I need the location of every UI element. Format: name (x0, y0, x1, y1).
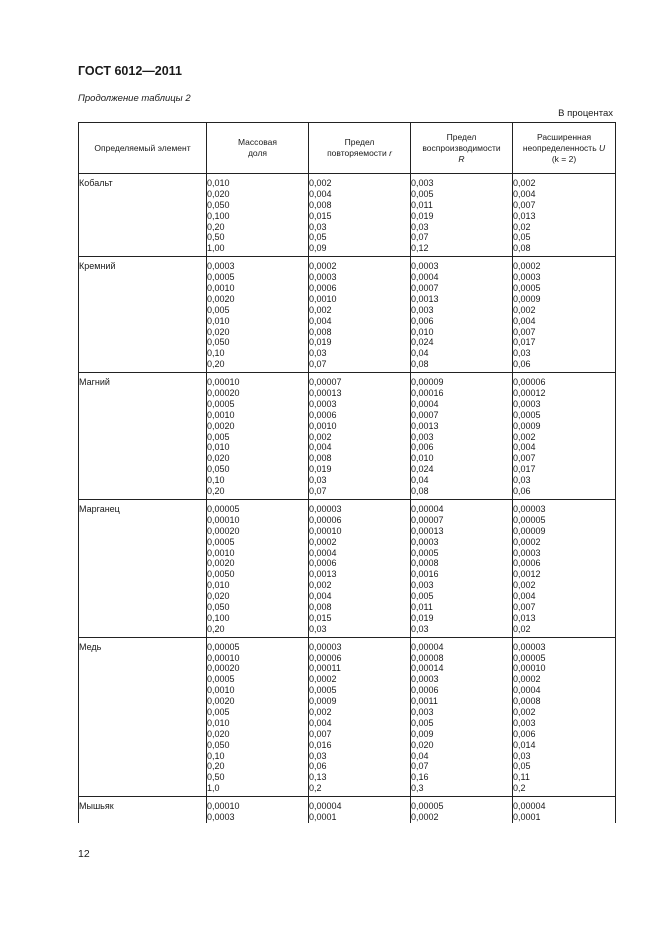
value-cell: 0,00013 (411, 525, 444, 536)
value-cell: 0,011 (411, 199, 433, 210)
value-cell: 0,019 (411, 612, 434, 623)
header-mass-line2: доля (247, 148, 268, 158)
value-cell: 0,0005 (207, 674, 235, 685)
value-cell: 0,002 (513, 178, 536, 188)
value-cell: 0,0001 (513, 811, 541, 822)
value-cell: 0,00004 (411, 503, 444, 514)
value-cell: 0,005 (411, 717, 434, 728)
header-rep-line2: повторяемости (327, 148, 387, 158)
value-cell: 0,003 (411, 304, 434, 315)
header-unc-line1: Расширенная (536, 131, 592, 142)
value-cell: 0,003 (411, 178, 434, 188)
value-cell: 0,0010 (207, 547, 235, 558)
value-cell: 0,006 (411, 442, 434, 453)
value-cell: 0,03 (411, 623, 429, 634)
value-cell: 0,002 (309, 706, 332, 717)
value-cell: 0,0003 (207, 811, 235, 822)
value-cell: 0,010 (207, 178, 230, 188)
element-name: Кобальт (79, 174, 207, 257)
uncertainty-values (513, 174, 616, 257)
value-cell: 0,0011 (411, 696, 438, 707)
table-row (79, 637, 616, 796)
element-name: Кремний (79, 257, 207, 373)
value-cell: 0,0009 (513, 420, 541, 431)
value-cell: 0,02 (513, 221, 531, 232)
value-cell: 0,00005 (207, 641, 240, 652)
value-cell: 0,02 (513, 623, 531, 634)
value-cell: 0,03 (513, 750, 531, 761)
value-cell: 0,002 (513, 580, 536, 591)
value-cell: 0,0003 (411, 536, 439, 547)
value-cell: 0,0002 (309, 674, 337, 685)
value-cell: 0,05 (513, 232, 531, 243)
value-cell: 0,10 (207, 348, 225, 359)
page-number: 12 (78, 848, 90, 860)
value-cell: 0,002 (309, 431, 332, 442)
value-cell: 0,00013 (309, 388, 342, 399)
value-cell: 0,03 (309, 348, 327, 359)
value-cell: 0,007 (513, 199, 536, 210)
value-cell: 0,00005 (513, 514, 546, 525)
header-repro-line1: Предел (446, 131, 477, 142)
value-cell: 0,004 (513, 188, 536, 199)
value-cell: 0,005 (207, 304, 230, 315)
value-cell: 0,00005 (411, 801, 444, 812)
value-cell: 0,015 (309, 210, 332, 221)
value-cell: 0,003 (411, 431, 434, 442)
value-cell: 0,12 (411, 243, 429, 254)
value-cell: 0,00009 (411, 377, 444, 388)
value-cell: 0,0010 (207, 409, 235, 420)
repeatability-values (309, 373, 411, 500)
value-cell: 0,007 (513, 601, 536, 612)
value-cell: 0,00004 (309, 801, 342, 812)
value-cell: 0,003 (411, 706, 434, 717)
value-cell: 0,0050 (207, 569, 235, 580)
value-cell: 0,00003 (513, 503, 546, 514)
document-title: ГОСТ 6012—2011 (78, 64, 182, 78)
value-cell: 0,00009 (513, 525, 546, 536)
value-cell: 0,004 (513, 442, 536, 453)
value-cell: 0,09 (309, 243, 327, 254)
value-cell: 0,007 (309, 728, 332, 739)
table-row (79, 257, 616, 373)
value-cell: 0,0002 (309, 261, 337, 272)
table-body (79, 174, 616, 823)
value-cell: 0,004 (513, 315, 536, 326)
value-cell: 0,004 (309, 591, 332, 602)
value-cell: 0,0003 (309, 398, 337, 409)
header-mass-line1: Массовая (238, 137, 277, 147)
value-cell: 0,0006 (309, 558, 337, 569)
value-cell: 0,03 (309, 475, 327, 486)
reproducibility-values (411, 373, 513, 500)
value-cell: 0,04 (411, 475, 429, 486)
value-cell: 0,020 (207, 591, 230, 602)
uncertainty-values (513, 499, 616, 637)
value-cell: 0,00004 (411, 641, 444, 652)
value-cell: 0,0003 (309, 272, 337, 283)
value-cell: 0,010 (411, 453, 434, 464)
value-cell: 0,0013 (411, 293, 439, 304)
header-reproducibility (411, 123, 513, 174)
reproducibility-values (411, 257, 513, 373)
value-cell: 0,100 (207, 612, 230, 623)
value-cell: 0,00006 (309, 514, 342, 525)
value-cell: 0,0005 (207, 272, 235, 283)
value-cell: 0,0005 (207, 536, 235, 547)
value-cell: 0,0009 (513, 293, 541, 304)
value-cell: 0,08 (513, 243, 531, 254)
value-cell: 0,0009 (309, 696, 337, 707)
value-cell: 0,008 (309, 199, 332, 210)
value-cell: 0,100 (207, 210, 230, 221)
value-cell: 0,00010 (309, 525, 342, 536)
value-cell: 0,0004 (411, 272, 439, 283)
value-cell: 0,006 (411, 315, 434, 326)
value-cell: 0,020 (207, 188, 230, 199)
value-cell: 0,0013 (309, 569, 337, 580)
value-cell: 0,03 (513, 475, 531, 486)
value-cell: 0,006 (513, 728, 536, 739)
value-cell: 0,007 (513, 326, 536, 337)
value-cell: 0,07 (411, 232, 429, 243)
value-cell: 0,20 (207, 486, 225, 497)
table-row (79, 499, 616, 637)
value-cell: 0,010 (207, 580, 230, 591)
value-cell: 0,0003 (411, 261, 439, 272)
value-cell: 0,019 (309, 464, 332, 475)
value-cell: 0,002 (309, 580, 332, 591)
value-cell: 0,013 (513, 210, 536, 221)
value-cell: 0,0012 (513, 569, 541, 580)
value-cell: 0,50 (207, 232, 225, 243)
value-cell: 0,0002 (513, 261, 541, 272)
uncertainty-values (513, 257, 616, 373)
value-cell: 0,0003 (411, 674, 439, 685)
value-cell: 0,10 (207, 475, 225, 486)
value-cell: 0,03 (411, 221, 429, 232)
value-cell: 0,06 (513, 359, 531, 370)
value-cell: 0,016 (309, 739, 332, 750)
value-cell: 0,010 (207, 717, 230, 728)
table-row (79, 174, 616, 257)
value-cell: 0,050 (207, 199, 230, 210)
repeatability-values (309, 257, 411, 373)
value-cell: 0,00012 (513, 388, 546, 399)
value-cell: 0,0002 (309, 536, 337, 547)
value-cell: 0,009 (411, 728, 434, 739)
value-cell: 0,0005 (513, 283, 541, 294)
value-cell: 0,00003 (309, 503, 342, 514)
value-cell: 0,10 (207, 750, 225, 761)
value-cell: 0,0004 (513, 685, 541, 696)
header-unc-symbol: U (599, 142, 606, 153)
header-repeatability (309, 123, 411, 174)
value-cell: 0,008 (309, 326, 332, 337)
value-cell: 0,020 (207, 728, 230, 739)
header-element (79, 123, 207, 174)
mass-fraction-values (207, 257, 309, 373)
value-cell: 0,00010 (207, 377, 240, 388)
value-cell: 0,0002 (513, 536, 541, 547)
value-cell: 0,07 (309, 359, 327, 370)
value-cell: 0,00007 (309, 377, 342, 388)
value-cell: 0,00005 (207, 503, 240, 514)
header-mass-fraction (207, 123, 309, 174)
value-cell: 0,00010 (513, 663, 546, 674)
value-cell: 0,05 (513, 761, 531, 772)
value-cell: 0,0004 (309, 547, 337, 558)
value-cell: 0,013 (513, 612, 536, 623)
value-cell: 0,20 (207, 623, 225, 634)
value-cell: 0,0020 (207, 558, 235, 569)
value-cell: 0,005 (207, 706, 230, 717)
value-cell: 0,008 (309, 453, 332, 464)
reproducibility-values (411, 797, 513, 823)
value-cell: 0,2 (513, 783, 526, 794)
value-cell: 0,3 (411, 783, 424, 794)
value-cell: 0,015 (309, 612, 332, 623)
header-rep-symbol: r (389, 148, 392, 158)
uncertainty-values (513, 373, 616, 500)
value-cell: 0,00007 (411, 514, 444, 525)
value-cell: 0,0003 (513, 547, 541, 558)
value-cell: 0,0004 (411, 398, 439, 409)
value-cell: 0,050 (207, 337, 230, 348)
header-repro-symbol: R (458, 153, 465, 164)
value-cell: 0,0020 (207, 420, 235, 431)
value-cell: 0,0008 (411, 558, 439, 569)
value-cell: 0,0008 (513, 696, 541, 707)
value-cell: 0,0010 (207, 685, 235, 696)
value-cell: 0,024 (411, 337, 434, 348)
value-cell: 0,020 (207, 326, 230, 337)
mass-fraction-values (207, 373, 309, 500)
table-header-row (79, 123, 616, 174)
value-cell: 0,00010 (207, 801, 240, 812)
value-cell: 0,00003 (513, 641, 546, 652)
value-cell: 0,00003 (309, 641, 342, 652)
units-label: В процентах (558, 108, 613, 119)
element-name: Марганец (79, 499, 207, 637)
value-cell: 0,0010 (207, 283, 235, 294)
value-cell: 0,0006 (513, 558, 541, 569)
element-name: Медь (79, 637, 207, 796)
value-cell: 0,0007 (411, 283, 439, 294)
element-name: Магний (79, 373, 207, 500)
value-cell: 0,002 (513, 706, 536, 717)
value-cell: 0,0002 (411, 811, 439, 822)
value-cell: 0,0006 (411, 685, 439, 696)
value-cell: 0,007 (513, 453, 536, 464)
reproducibility-values (411, 174, 513, 257)
header-uncertainty (513, 123, 616, 174)
table-row (79, 797, 616, 823)
uncertainty-values (513, 797, 616, 823)
value-cell: 0,020 (207, 453, 230, 464)
value-cell: 0,03 (309, 623, 327, 634)
value-cell: 0,002 (309, 304, 332, 315)
repeatability-values (309, 637, 411, 796)
value-cell: 0,00016 (411, 388, 444, 399)
value-cell: 0,017 (513, 464, 536, 475)
header-element-label: Определяемый элемент (94, 142, 191, 153)
value-cell: 0,002 (513, 431, 536, 442)
value-cell: 0,0003 (513, 272, 541, 283)
mass-fraction-values (207, 174, 309, 257)
value-cell: 0,00006 (513, 377, 546, 388)
table-continuation-caption: Продолжение таблицы 2 (78, 93, 191, 104)
value-cell: 0,003 (513, 717, 536, 728)
uncertainty-values (513, 637, 616, 796)
value-cell: 0,004 (513, 591, 536, 602)
value-cell: 1,00 (207, 243, 225, 254)
value-cell: 0,0001 (309, 811, 337, 822)
value-cell: 0,13 (309, 772, 327, 783)
value-cell: 0,05 (309, 232, 327, 243)
value-cell: 0,003 (411, 580, 434, 591)
value-cell: 0,00006 (309, 652, 342, 663)
value-cell: 0,0005 (411, 547, 439, 558)
repeatability-values (309, 797, 411, 823)
value-cell: 0,0003 (207, 261, 235, 272)
value-cell: 0,00020 (207, 388, 240, 399)
value-cell: 0,0005 (513, 409, 541, 420)
header-rep-line1: Предел (344, 137, 375, 147)
value-cell: 0,050 (207, 601, 230, 612)
value-cell: 0,16 (411, 772, 429, 783)
precision-table (78, 122, 616, 823)
value-cell: 0,00020 (207, 525, 240, 536)
value-cell: 0,020 (411, 739, 434, 750)
value-cell: 0,0010 (309, 293, 337, 304)
value-cell: 0,024 (411, 464, 434, 475)
value-cell: 0,00004 (513, 801, 546, 812)
value-cell: 0,004 (309, 188, 332, 199)
value-cell: 0,005 (207, 431, 230, 442)
value-cell: 0,00008 (411, 652, 444, 663)
value-cell: 0,03 (309, 750, 327, 761)
value-cell: 0,010 (207, 315, 230, 326)
value-cell: 0,050 (207, 739, 230, 750)
reproducibility-values (411, 637, 513, 796)
value-cell: 0,08 (411, 486, 429, 497)
value-cell: 0,11 (513, 772, 530, 783)
value-cell: 0,0020 (207, 696, 235, 707)
value-cell: 0,06 (309, 761, 327, 772)
value-cell: 0,0007 (411, 409, 439, 420)
value-cell: 0,0013 (411, 420, 439, 431)
value-cell: 0,004 (309, 315, 332, 326)
value-cell: 0,0005 (309, 685, 337, 696)
value-cell: 0,008 (309, 601, 332, 612)
value-cell: 0,00020 (207, 663, 240, 674)
value-cell: 0,005 (411, 591, 434, 602)
value-cell: 0,00010 (207, 514, 240, 525)
element-name: Мышьяк (79, 797, 207, 823)
value-cell: 0,002 (309, 178, 332, 188)
value-cell: 0,004 (309, 717, 332, 728)
value-cell: 0,20 (207, 359, 225, 370)
value-cell: 0,00010 (207, 652, 240, 663)
value-cell: 0,04 (411, 348, 429, 359)
value-cell: 0,0006 (309, 283, 337, 294)
value-cell: 1,0 (207, 783, 220, 794)
value-cell: 0,0010 (309, 420, 337, 431)
value-cell: 0,0005 (207, 398, 235, 409)
value-cell: 0,0016 (411, 569, 439, 580)
value-cell: 0,019 (309, 337, 332, 348)
repeatability-values (309, 174, 411, 257)
value-cell: 0,06 (513, 486, 531, 497)
value-cell: 0,050 (207, 464, 230, 475)
value-cell: 0,002 (513, 304, 536, 315)
mass-fraction-values (207, 637, 309, 796)
mass-fraction-values (207, 797, 309, 823)
value-cell: 0,017 (513, 337, 536, 348)
value-cell: 0,0006 (309, 409, 337, 420)
value-cell: 0,03 (513, 348, 531, 359)
value-cell: 0,00014 (411, 663, 444, 674)
value-cell: 0,004 (309, 442, 332, 453)
value-cell: 0,0002 (513, 674, 541, 685)
value-cell: 0,00011 (309, 663, 341, 674)
value-cell: 0,04 (411, 750, 429, 761)
table-row (79, 373, 616, 500)
repeatability-values (309, 499, 411, 637)
value-cell: 0,20 (207, 761, 225, 772)
value-cell: 0,50 (207, 772, 225, 783)
value-cell: 0,019 (411, 210, 434, 221)
value-cell: 0,010 (207, 442, 230, 453)
value-cell: 0,011 (411, 601, 433, 612)
value-cell: 0,08 (411, 359, 429, 370)
value-cell: 0,2 (309, 783, 322, 794)
value-cell: 0,0020 (207, 293, 235, 304)
value-cell: 0,03 (309, 221, 327, 232)
value-cell: 0,014 (513, 739, 536, 750)
value-cell: 0,20 (207, 221, 225, 232)
value-cell: 0,07 (309, 486, 327, 497)
reproducibility-values (411, 499, 513, 637)
value-cell: 0,07 (411, 761, 429, 772)
value-cell: 0,010 (411, 326, 434, 337)
header-repro-line2: воспроизводимости (422, 142, 501, 153)
value-cell: 0,0003 (513, 398, 541, 409)
value-cell: 0,00005 (513, 652, 546, 663)
header-unc-k: (k = 2) (551, 153, 577, 164)
header-unc-line2: неопределенность (522, 142, 597, 153)
value-cell: 0,005 (411, 188, 434, 199)
mass-fraction-values (207, 499, 309, 637)
